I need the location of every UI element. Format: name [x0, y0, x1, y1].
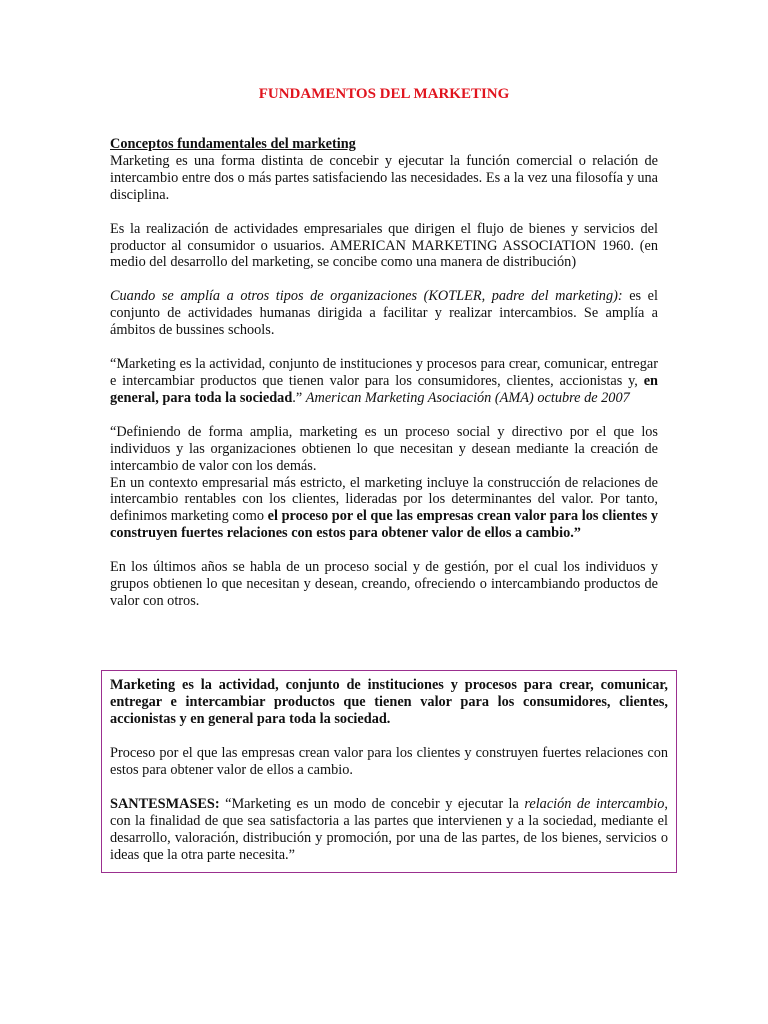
ama-quote-mid: .”: [292, 389, 306, 406]
summary-process: Proceso por el que las empresas crean valor para los clientes y construyen fuertes relaciones con estos para obtener valor de ellos a cambio.: [110, 745, 668, 778]
santesmases-text-b: , con la finalidad de que sea satisfactoria a las partes que intervienen y a la sociedad, mediante el desarrollo, valoración, distribución y promoción, por una de las partes, de los bienes, servicios o ideas que la otra parte necesita.”: [110, 796, 668, 863]
santesmases-italic: relación de intercambio: [524, 796, 665, 812]
document-title: FUNDAMENTOS DEL MARKETING: [258, 86, 510, 102]
kotler-italic: Cuando se amplía a otros tipos de organizaciones (KOTLER, padre del marketing):: [110, 288, 623, 305]
summary-santesmases: [110, 796, 668, 864]
summary-box: [101, 670, 677, 873]
business-context-start: En un contexto empresarial más estricto, el marketing incluye la construcción de relaciones de intercambio rentables con los clientes, lideradas por los determinantes del valor. Por tanto, definimos marketing como: [110, 474, 658, 525]
santesmases-label: SANTESMASES:: [110, 796, 220, 812]
paragraph-recent-years: En los últimos años se habla de un proceso social y de gestión, por el cual los individuos y grupos obtienen lo que necesitan y desean, creando, ofreciendo o intercambiando productos de valor con otros.: [110, 559, 658, 609]
paragraph-definition: Marketing es una forma distinta de concebir y ejecutar la función comercial o relación de intercambio entre dos o más partes satisfaciendo las necesidades. Es a la vez una filosofía y una disciplina.: [110, 152, 658, 203]
paragraph-broad-definition: “Definiendo de forma amplia, marketing es un proceso social y directivo por el que los individuos y las organizaciones obtienen lo que necesitan y desean mediante la creación de intercambio de valor con los demás.: [110, 423, 658, 474]
santesmases-text-a: “Marketing es un modo de concebir y ejecutar la: [219, 796, 525, 812]
business-context-bold: el proceso por el que las empresas crean valor para los clientes y construyen fuertes relaciones con estos para obtener valor de ellos a cambio.”: [110, 508, 659, 542]
paragraph-ama-2007: [110, 356, 658, 407]
kotler-rest: es el conjunto de actividades humanas dirigida a facilitar y realizar intercambios. Se amplía a ámbitos de bussines schools.: [110, 288, 658, 339]
ama-quote-start: “Marketing es la actividad, conjunto de instituciones y procesos para crear, comunicar, entregar e intercambiar productos que tienen valor para los consumidores, clientes, accionistas y,: [110, 356, 658, 389]
ama-citation: American Marketing Asociación (AMA) octubre de 2007: [305, 389, 630, 406]
ama-quote-bold: en general, para toda la sociedad: [110, 372, 658, 406]
document-body: [110, 136, 658, 610]
summary-definition: Marketing es la actividad, conjunto de instituciones y procesos para crear, comunicar, entregar e intercambiar productos que tienen valor para los consumidores, clientes, accionistas y en general para toda la sociedad.: [110, 677, 668, 727]
section-heading: Conceptos fundamentales del marketing: [110, 136, 356, 152]
paragraph-business-context: [110, 475, 658, 543]
paragraph-kotler: [110, 288, 658, 339]
paragraph-ama-1960: Es la realización de actividades empresariales que dirigen el flujo de bienes y servicios del productor al consumidor o usuarios. AMERICAN MARKETING ASSOCIATION 1960. (en medio del desarrollo del marketing, se concibe como una manera de distribución): [110, 220, 658, 271]
